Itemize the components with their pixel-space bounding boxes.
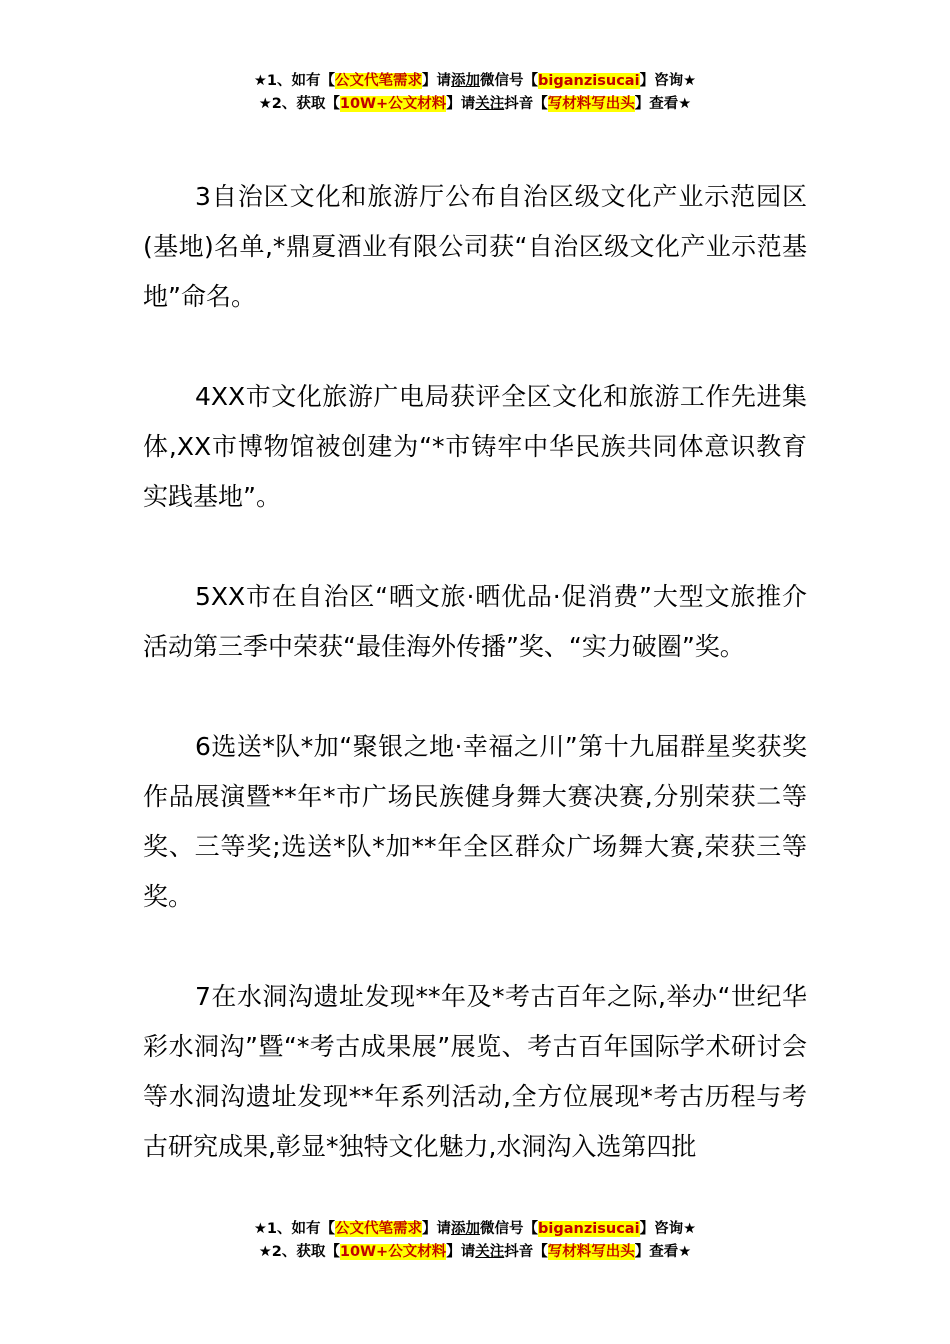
banner-line-2 <box>0 1241 950 1264</box>
document-body <box>143 172 807 1222</box>
banner-text: 微信号【 <box>480 73 539 89</box>
banner-underline: 关注 <box>475 1244 505 1260</box>
banner-highlight: biganzisucai <box>538 1221 640 1237</box>
banner-highlight: biganzisucai <box>538 73 640 89</box>
banner-highlight: 公文代笔需求 <box>335 1221 423 1237</box>
banner-text: 】请 <box>422 1221 452 1237</box>
banner-text: 抖音【 <box>504 96 548 112</box>
banner-highlight: 10W+公文材料 <box>339 96 447 112</box>
banner-underline: 添加 <box>451 73 481 89</box>
banner-text: 】请 <box>446 96 476 112</box>
banner-text: 微信号【 <box>480 1221 539 1237</box>
paragraph-7: 7在水洞沟遗址发现**年及*考古百年之际,举办“世纪华彩水洞沟”暨“*考古成果展”展览、考古百年国际学术研讨会等水洞沟遗址发现**年系列活动,全方位展现*考古历程与考古研究成果,彰显*独特文化魅力,水洞沟入选第四批 <box>143 982 807 1161</box>
footer-banner <box>0 1218 950 1264</box>
banner-text: 】查看★ <box>634 1244 692 1260</box>
banner-text: 】请 <box>446 1244 476 1260</box>
banner-text: ★1、如有【 <box>253 1221 336 1237</box>
banner-text: 抖音【 <box>504 1244 548 1260</box>
banner-highlight: 写材料写出头 <box>547 96 635 112</box>
paragraph-5: 5XX市在自治区“晒文旅·晒优品·促消费”大型文旅推介活动第三季中荣获“最佳海外传播”奖、“实力破圈”奖。 <box>143 582 807 661</box>
banner-line-1 <box>0 1218 950 1241</box>
banner-text: 】咨询★ <box>639 1221 697 1237</box>
header-banner <box>0 70 950 116</box>
paragraph-6: 6选送*队*加“聚银之地·幸福之川”第十九届群星奖获奖作品展演暨**年*市广场民族健身舞大赛决赛,分别荣获二等奖、三等奖;选送*队*加**年全区群众广场舞大赛,荣获三等奖。 <box>143 732 807 911</box>
banner-highlight: 10W+公文材料 <box>339 1244 447 1260</box>
banner-text: ★1、如有【 <box>253 73 336 89</box>
banner-highlight: 写材料写出头 <box>547 1244 635 1260</box>
paragraph-3: 3自治区文化和旅游厅公布自治区级文化产业示范园区(基地)名单,*鼎夏酒业有限公司获“自治区级文化产业示范基地”命名。 <box>143 182 807 311</box>
banner-text: 】咨询★ <box>639 73 697 89</box>
banner-text: 】请 <box>422 73 452 89</box>
banner-highlight: 公文代笔需求 <box>335 73 423 89</box>
banner-underline: 关注 <box>475 96 505 112</box>
banner-line-2 <box>0 93 950 116</box>
banner-line-1 <box>0 70 950 93</box>
banner-underline: 添加 <box>451 1221 481 1237</box>
banner-text: 】查看★ <box>634 96 692 112</box>
banner-text: ★2、获取【 <box>258 1244 340 1260</box>
paragraph-4: 4XX市文化旅游广电局获评全区文化和旅游工作先进集体,XX市博物馆被创建为“*市铸牢中华民族共同体意识教育实践基地”。 <box>143 382 807 511</box>
banner-text: ★2、获取【 <box>258 96 340 112</box>
